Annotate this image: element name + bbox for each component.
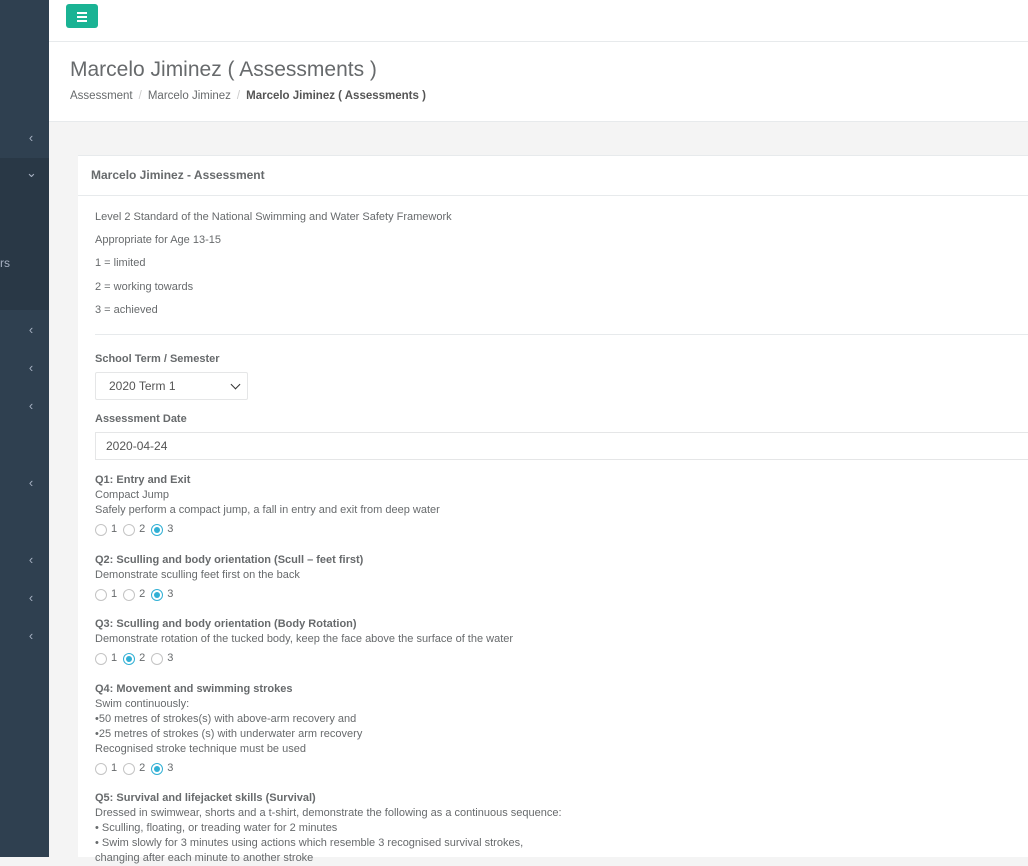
rating-option-3[interactable]	[151, 651, 173, 666]
rating-option-1[interactable]	[95, 522, 117, 537]
question-title: Q4: Movement and swimming strokes	[95, 683, 293, 695]
question-text: • Swim slowly for 3 minutes using actions which resemble 3 recognised survival strokes,	[95, 837, 524, 849]
question-text: Safely perform a compact jump, a fall in entry and exit from deep water	[95, 504, 440, 516]
sidebar-chevron-left-icon[interactable]: ‹	[28, 322, 34, 337]
page-heading	[49, 42, 1028, 122]
sidebar-chevron-left-icon[interactable]: ‹	[28, 360, 34, 375]
question-title: Q2: Sculling and body orientation (Scull – feet first)	[95, 554, 364, 566]
framework-description: Level 2 Standard of the National Swimming and Water Safety Framework	[95, 211, 452, 223]
rating-option-3[interactable]	[151, 522, 173, 537]
assessment-date-value: 2020-04-24	[106, 439, 168, 453]
radio-circle-icon[interactable]	[95, 653, 107, 665]
rating-option-3[interactable]	[151, 761, 173, 776]
question-text: Dressed in swimwear, shorts and a t-shirt, demonstrate the following as a continuous sequence:	[95, 807, 562, 819]
date-label: Assessment Date	[95, 413, 187, 425]
radio-circle-icon[interactable]	[151, 653, 163, 665]
term-label: School Term / Semester	[95, 353, 220, 365]
panel-title: Marcelo Jiminez - Assessment	[91, 168, 265, 182]
sidebar-active-section	[0, 158, 49, 310]
question-text: Swim continuously:	[95, 698, 190, 710]
question-text: Demonstrate sculling feet first on the back	[95, 569, 300, 581]
rating-option-label: 2	[139, 652, 146, 664]
radio-circle-icon[interactable]	[123, 524, 135, 536]
rating-option-1[interactable]	[95, 651, 117, 666]
rating-radio-group	[95, 761, 1028, 779]
term-select[interactable]	[95, 372, 248, 400]
sidebar	[0, 0, 49, 857]
radio-circle-icon[interactable]	[123, 589, 135, 601]
rating-option-label: 3	[167, 762, 174, 774]
radio-circle-icon[interactable]	[95, 524, 107, 536]
page-title: Marcelo Jiminez ( Assessments )	[70, 58, 377, 81]
rating-option-3[interactable]	[151, 587, 173, 602]
rating-option-label: 1	[111, 762, 118, 774]
scale-2-text: 2 = working towards	[95, 281, 194, 293]
rating-option-label: 3	[167, 588, 174, 600]
radio-circle-icon[interactable]	[123, 763, 135, 775]
assessment-panel	[78, 155, 1028, 864]
menu-toggle-button[interactable]	[66, 4, 98, 28]
radio-circle-icon[interactable]	[151, 524, 163, 536]
sidebar-chevron-left-icon[interactable]: ‹	[28, 628, 34, 643]
question-block	[95, 473, 1028, 540]
radio-circle-icon[interactable]	[151, 763, 163, 775]
assessment-date-input[interactable]	[95, 432, 1028, 460]
sidebar-chevron-left-icon[interactable]: ‹	[28, 130, 34, 145]
rating-option-1[interactable]	[95, 761, 117, 776]
sidebar-chevron-left-icon[interactable]: ‹	[28, 552, 34, 567]
radio-circle-icon[interactable]	[95, 763, 107, 775]
question-block	[95, 791, 1028, 866]
rating-option-label: 1	[111, 652, 118, 664]
question-text: Compact Jump	[95, 489, 169, 501]
question-block	[95, 617, 1028, 669]
breadcrumb-item-current: Marcelo Jiminez ( Assessments )	[246, 90, 426, 102]
question-text: Recognised stroke technique must be used	[95, 743, 306, 755]
sidebar-chevron-left-icon[interactable]: ‹	[28, 475, 34, 490]
breadcrumb-item-assessment[interactable]: Assessment	[70, 90, 133, 102]
term-select-value: 2020 Term 1	[109, 379, 176, 393]
question-text: •25 metres of strokes (s) with underwater arm recovery	[95, 728, 363, 740]
chevron-down-icon	[231, 380, 241, 390]
sidebar-item-label-fragment[interactable]: rs	[0, 256, 10, 270]
radio-circle-icon[interactable]	[123, 653, 135, 665]
radio-circle-icon[interactable]	[95, 589, 107, 601]
rating-option-1[interactable]	[95, 587, 117, 602]
rating-option-2[interactable]	[123, 761, 145, 776]
top-navbar	[49, 0, 1028, 42]
breadcrumb-item-student[interactable]: Marcelo Jiminez	[147, 90, 231, 102]
rating-radio-group	[95, 651, 1028, 669]
question-block	[95, 553, 1028, 605]
sidebar-chevron-left-icon[interactable]: ‹	[28, 398, 34, 413]
panel-header	[78, 156, 1028, 196]
question-title: Q1: Entry and Exit	[95, 474, 191, 486]
rating-option-2[interactable]	[123, 651, 145, 666]
rating-radio-group	[95, 522, 1028, 540]
question-block	[95, 682, 1028, 779]
rating-option-label: 3	[167, 652, 174, 664]
rating-option-label: 2	[139, 588, 146, 600]
rating-option-2[interactable]	[123, 587, 145, 602]
hamburger-icon	[77, 12, 87, 24]
rating-radio-group	[95, 587, 1028, 605]
question-title: Q5: Survival and lifejacket skills (Survival)	[95, 792, 316, 804]
question-text: Demonstrate rotation of the tucked body, keep the face above the surface of the water	[95, 633, 514, 645]
question-text: • Sculling, floating, or treading water for 2 minutes	[95, 822, 338, 834]
scale-1-text: 1 = limited	[95, 257, 146, 269]
rating-option-label: 2	[139, 762, 146, 774]
question-text: changing after each minute to another stroke	[95, 852, 314, 864]
scale-3-text: 3 = achieved	[95, 304, 158, 316]
question-text: •50 metres of strokes(s) with above-arm recovery and	[95, 713, 357, 725]
divider	[95, 334, 1028, 335]
age-range-text: Appropriate for Age 13-15	[95, 234, 221, 246]
sidebar-chevron-down-icon[interactable]: ⌄	[26, 165, 37, 180]
rating-option-label: 1	[111, 523, 118, 535]
sidebar-chevron-left-icon[interactable]: ‹	[28, 590, 34, 605]
radio-circle-icon[interactable]	[151, 589, 163, 601]
rating-option-2[interactable]	[123, 522, 145, 537]
question-title: Q3: Sculling and body orientation (Body Rotation)	[95, 618, 357, 630]
rating-option-label: 3	[167, 523, 174, 535]
breadcrumb: Assessment / Marcelo Jiminez / Marcelo Jiminez ( Assessments )	[70, 90, 426, 102]
rating-option-label: 2	[139, 523, 146, 535]
rating-option-label: 1	[111, 588, 118, 600]
